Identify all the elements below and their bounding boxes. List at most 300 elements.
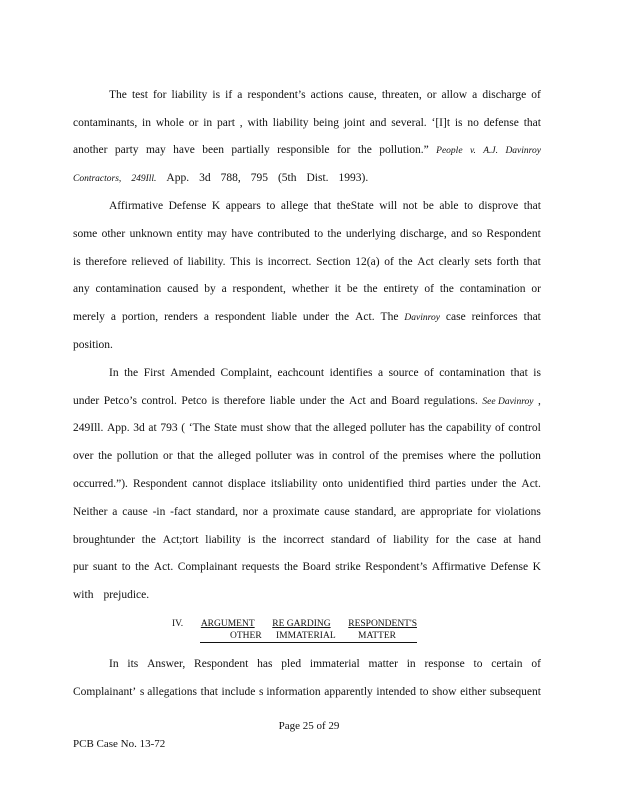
text-word: are bbox=[401, 506, 416, 518]
text-word: Section bbox=[316, 256, 351, 268]
text-word: 249Ill. bbox=[73, 422, 104, 434]
text-word: identifies bbox=[329, 367, 373, 379]
text-word: being bbox=[313, 117, 339, 129]
heading-word: RE GARDING bbox=[272, 619, 331, 629]
text-word: to bbox=[419, 686, 429, 698]
text-word: be bbox=[346, 283, 358, 295]
text-word: where bbox=[447, 450, 476, 462]
text-word: of bbox=[424, 283, 435, 295]
text-word: capability bbox=[446, 422, 492, 434]
text-word: liable bbox=[269, 395, 296, 407]
text-word: joint bbox=[343, 117, 365, 129]
text-word: with bbox=[73, 589, 94, 601]
text-word: the bbox=[330, 395, 345, 407]
text-word: is bbox=[454, 117, 463, 129]
text-word: discharge, bbox=[399, 228, 447, 240]
text-line bbox=[109, 88, 541, 102]
text-word: in bbox=[142, 117, 151, 129]
text-word: polluter bbox=[369, 422, 406, 434]
text-word: if bbox=[225, 89, 233, 101]
text-word: therefore bbox=[223, 395, 266, 407]
section-number: IV. bbox=[172, 619, 184, 629]
heading-word: ARGUMENT bbox=[200, 619, 255, 629]
text-word: and bbox=[451, 228, 468, 240]
text-word: liability bbox=[171, 89, 208, 101]
text-word: -in bbox=[152, 506, 166, 518]
text-word: In bbox=[109, 367, 119, 379]
text-word: several. bbox=[391, 117, 427, 129]
text-word: The bbox=[109, 89, 127, 101]
text-line bbox=[73, 477, 541, 491]
text-word: in bbox=[203, 117, 213, 129]
text-word: ‘The bbox=[188, 422, 211, 434]
text-word: relieved bbox=[131, 256, 169, 268]
text-word: of bbox=[173, 256, 183, 268]
text-word: been bbox=[202, 144, 224, 156]
text-word: the bbox=[502, 478, 517, 490]
text-word: the bbox=[480, 450, 495, 462]
text-word: is bbox=[73, 256, 81, 268]
text-word: disprove bbox=[478, 200, 519, 212]
text-word: pled bbox=[281, 658, 302, 670]
text-word: has bbox=[257, 658, 273, 670]
text-word: Petco’s bbox=[103, 395, 137, 407]
text-word: or bbox=[188, 117, 199, 129]
text-word: that bbox=[523, 256, 541, 268]
text-word: 793 bbox=[160, 422, 178, 434]
text-word: the bbox=[141, 534, 156, 546]
text-word: Act bbox=[417, 256, 434, 268]
text-word: Respondent bbox=[486, 228, 541, 240]
text-word: responsible bbox=[277, 144, 330, 156]
text-line bbox=[73, 421, 541, 435]
text-word: subsequent bbox=[489, 686, 541, 698]
heading-underline bbox=[200, 642, 417, 643]
text-word: Answer, bbox=[147, 658, 186, 670]
text-word: premises bbox=[402, 450, 444, 462]
text-word: sets bbox=[474, 256, 492, 268]
text-word: for bbox=[336, 144, 351, 156]
text-word: the bbox=[439, 283, 454, 295]
text-word: be bbox=[422, 200, 434, 212]
text-word: under bbox=[73, 395, 100, 407]
text-word: matter bbox=[368, 658, 398, 670]
text-word: certain bbox=[491, 658, 523, 670]
text-word: nor bbox=[242, 506, 259, 518]
text-word: alleged bbox=[333, 422, 367, 434]
text-word: respondent’s bbox=[247, 89, 306, 101]
text-word: of bbox=[495, 422, 505, 434]
text-word: cause bbox=[122, 506, 148, 518]
text-word: respondent, bbox=[232, 283, 286, 295]
text-word: (5th bbox=[277, 172, 297, 184]
text-word: a bbox=[110, 311, 117, 323]
text-word: the bbox=[398, 256, 413, 268]
text-word: entirety bbox=[383, 283, 419, 295]
text-word: reinforces bbox=[471, 311, 518, 323]
text-word: displace bbox=[228, 478, 266, 490]
text-line bbox=[73, 394, 541, 409]
text-word: test bbox=[131, 89, 148, 101]
text-word: , bbox=[538, 395, 541, 407]
text-word: incorrect bbox=[283, 534, 325, 546]
text-word: App. bbox=[166, 172, 190, 184]
text-word: the bbox=[98, 450, 113, 462]
text-word: a bbox=[237, 89, 243, 101]
text-word: response bbox=[424, 658, 465, 670]
text-word: Complainant’ bbox=[73, 686, 137, 698]
text-word: 788, bbox=[220, 172, 241, 184]
text-word: control bbox=[332, 450, 365, 462]
text-word: Act. bbox=[355, 311, 375, 323]
section-heading-line-1 bbox=[172, 618, 417, 630]
text-word: show bbox=[432, 686, 457, 698]
text-word: 3d bbox=[199, 172, 211, 184]
text-word: is bbox=[255, 256, 263, 268]
text-word: cannot bbox=[192, 478, 223, 490]
text-word: have bbox=[173, 144, 195, 156]
text-word: onto bbox=[322, 478, 343, 490]
text-word: either bbox=[460, 686, 487, 698]
text-word: a bbox=[203, 311, 209, 323]
text-word: immaterial bbox=[309, 658, 360, 670]
text-word: for bbox=[153, 89, 167, 101]
text-word: Petco bbox=[181, 395, 207, 407]
text-word: under bbox=[299, 395, 326, 407]
text-word: Complaint, bbox=[220, 367, 272, 379]
text-word: the bbox=[357, 144, 372, 156]
text-word: or bbox=[426, 89, 437, 101]
text-word: to bbox=[464, 200, 474, 212]
text-word: ( bbox=[181, 422, 186, 434]
text-word: whole bbox=[155, 117, 184, 129]
text-word: K bbox=[532, 561, 541, 573]
text-word: strike bbox=[335, 561, 361, 573]
text-word: forth bbox=[496, 256, 519, 268]
text-word: incorrect. bbox=[267, 256, 312, 268]
text-word: a bbox=[262, 506, 268, 518]
text-word: 249Ill. bbox=[131, 174, 157, 184]
text-line bbox=[73, 533, 541, 547]
text-word: a bbox=[112, 506, 118, 518]
text-word: liability bbox=[393, 534, 429, 546]
text-word: broughtunder bbox=[73, 534, 135, 546]
text-word: under bbox=[471, 478, 498, 490]
text-word: the bbox=[335, 311, 350, 323]
text-word: of bbox=[384, 256, 394, 268]
text-line bbox=[73, 560, 541, 574]
text-word: polluter bbox=[255, 450, 292, 462]
text-word: Respondent bbox=[132, 478, 188, 490]
text-word: Davinroy bbox=[505, 146, 541, 156]
text-word: third bbox=[408, 478, 431, 490]
text-word: other bbox=[101, 228, 126, 240]
heading-word: MATTER bbox=[358, 631, 396, 641]
text-word: State bbox=[214, 422, 238, 434]
text-word: the bbox=[428, 422, 443, 434]
text-word: liability. bbox=[187, 256, 226, 268]
text-word: to bbox=[473, 658, 483, 670]
text-word: defense bbox=[483, 117, 519, 129]
text-word: that bbox=[200, 686, 218, 698]
text-word: 12(a) bbox=[355, 256, 380, 268]
text-word: in bbox=[318, 450, 328, 462]
text-word: Neither bbox=[73, 506, 108, 518]
text-line bbox=[73, 505, 541, 519]
text-word: that bbox=[294, 422, 312, 434]
text-word: allow bbox=[441, 89, 468, 101]
text-word: contributed bbox=[257, 228, 310, 240]
text-word: standard bbox=[330, 534, 370, 546]
text-word: Dist. bbox=[306, 172, 329, 184]
text-word: has bbox=[409, 422, 425, 434]
text-line bbox=[73, 685, 541, 699]
text-word: of bbox=[376, 534, 387, 546]
text-word: standard, bbox=[196, 506, 238, 518]
text-word: discharge bbox=[482, 89, 527, 101]
text-word: liability bbox=[272, 117, 309, 129]
text-word: pollution.” bbox=[379, 144, 429, 156]
text-word: at bbox=[148, 422, 157, 434]
text-word: portion, bbox=[121, 311, 159, 323]
text-word: control bbox=[508, 422, 541, 434]
text-word: contamination bbox=[95, 283, 162, 295]
text-line bbox=[109, 366, 541, 380]
text-word: the bbox=[455, 534, 470, 546]
text-word: is bbox=[247, 534, 256, 546]
text-word: no bbox=[467, 117, 479, 129]
heading-word: OTHER bbox=[230, 631, 262, 641]
text-word: proximate bbox=[272, 506, 320, 518]
text-word: and bbox=[369, 117, 387, 129]
text-word: liable bbox=[271, 311, 297, 323]
text-word: any bbox=[73, 283, 90, 295]
heading-word: RESPONDENT'S bbox=[348, 619, 417, 629]
text-word: that bbox=[523, 117, 541, 129]
text-word: is bbox=[211, 395, 220, 407]
text-word: Act bbox=[349, 395, 366, 407]
text-word: contamination bbox=[439, 367, 505, 379]
text-word: whether bbox=[291, 283, 329, 295]
text-word: it bbox=[334, 283, 341, 295]
text-word: Contractors, bbox=[73, 174, 122, 184]
text-word: The bbox=[380, 311, 399, 323]
text-word: intended bbox=[376, 686, 416, 698]
text-word: allege bbox=[280, 200, 309, 212]
text-word: standard, bbox=[354, 506, 397, 518]
text-word: at bbox=[503, 534, 512, 546]
text-word: alleged bbox=[217, 450, 251, 462]
text-word: the bbox=[262, 534, 277, 546]
text-word: must bbox=[240, 422, 264, 434]
text-word: case bbox=[445, 311, 466, 323]
text-word: In bbox=[109, 658, 119, 670]
text-word: A.J. bbox=[483, 146, 499, 156]
text-word: clearly bbox=[438, 256, 470, 268]
text-word: pollution bbox=[499, 450, 541, 462]
text-word: Act. bbox=[153, 561, 174, 573]
text-word: renders bbox=[164, 311, 198, 323]
text-word: theState bbox=[336, 200, 374, 212]
text-word: respondent bbox=[214, 311, 266, 323]
text-word: -fact bbox=[170, 506, 192, 518]
text-word: ‘[I]t bbox=[431, 117, 451, 129]
text-word: not bbox=[402, 200, 418, 212]
text-word: of bbox=[369, 450, 379, 462]
text-word: control. bbox=[141, 395, 177, 407]
text-line bbox=[73, 449, 541, 463]
text-word: so bbox=[471, 228, 483, 240]
text-word: pur bbox=[73, 561, 89, 573]
text-word: v. bbox=[469, 146, 476, 156]
text-word: the bbox=[383, 450, 398, 462]
text-word: therefore bbox=[85, 256, 127, 268]
text-word: hand bbox=[518, 534, 541, 546]
text-word: in bbox=[406, 658, 416, 670]
text-word: of bbox=[531, 89, 541, 101]
text-word: entity bbox=[176, 228, 203, 240]
text-word: the bbox=[135, 561, 150, 573]
text-word: the bbox=[124, 367, 139, 379]
page-number: Page 25 of 29 bbox=[278, 720, 340, 732]
text-word: Defense bbox=[168, 200, 207, 212]
text-word: its bbox=[127, 658, 139, 670]
text-word: appears bbox=[225, 200, 261, 212]
text-word: parties bbox=[435, 478, 466, 490]
text-word: occurred.”). bbox=[73, 478, 128, 490]
text-line bbox=[73, 116, 541, 130]
text-word: regulations. bbox=[423, 395, 478, 407]
text-word: unknown bbox=[129, 228, 173, 240]
text-word: and bbox=[370, 395, 387, 407]
text-word: show bbox=[266, 422, 291, 434]
text-word: Affirmative bbox=[109, 200, 164, 212]
text-word: Act;tort bbox=[162, 534, 199, 546]
text-word: unidentified bbox=[347, 478, 404, 490]
text-word: that bbox=[523, 311, 541, 323]
text-word: Amended bbox=[170, 367, 216, 379]
text-word: party bbox=[114, 144, 139, 156]
text-line bbox=[73, 282, 541, 296]
text-word: Respondent bbox=[194, 658, 249, 670]
text-line bbox=[73, 310, 541, 325]
text-word: 3d bbox=[133, 422, 145, 434]
text-word: may bbox=[145, 144, 166, 156]
heading-word: IMMATERIAL bbox=[276, 631, 336, 641]
text-word: partially bbox=[231, 144, 270, 156]
text-word: the bbox=[315, 422, 330, 434]
text-word: have bbox=[231, 228, 254, 240]
text-word: will bbox=[379, 200, 398, 212]
text-line bbox=[73, 588, 541, 602]
text-line bbox=[73, 171, 541, 186]
text-word: that bbox=[313, 200, 332, 212]
text-word: cause, bbox=[348, 89, 377, 101]
text-word: itsliability bbox=[270, 478, 318, 490]
text-word: actions bbox=[310, 89, 344, 101]
text-word: 795 bbox=[250, 172, 268, 184]
case-number: PCB Case No. 13-72 bbox=[73, 738, 166, 750]
text-word: , bbox=[239, 117, 243, 129]
text-word: Complainant bbox=[177, 561, 238, 573]
text-word: able bbox=[439, 200, 459, 212]
text-word: a bbox=[221, 283, 227, 295]
text-word: is bbox=[212, 89, 221, 101]
text-word: appropriate bbox=[420, 506, 473, 518]
text-word: prejudice. bbox=[103, 589, 150, 601]
text-word: was bbox=[296, 450, 314, 462]
text-word: apparently bbox=[324, 686, 373, 698]
text-word: the bbox=[283, 561, 299, 573]
text-word: case bbox=[476, 534, 497, 546]
text-line bbox=[73, 338, 541, 352]
text-word: merely bbox=[73, 311, 105, 323]
text-word: caused bbox=[167, 283, 199, 295]
text-word: contaminants, bbox=[73, 117, 138, 129]
text-word: contamination bbox=[459, 283, 526, 295]
text-word: threaten, bbox=[381, 89, 422, 101]
text-word: that bbox=[177, 450, 195, 462]
text-word: for bbox=[435, 534, 450, 546]
text-word: by bbox=[204, 283, 216, 295]
text-word: or bbox=[162, 450, 173, 462]
text-word: Defense bbox=[490, 561, 529, 573]
text-word: s information bbox=[258, 686, 321, 698]
text-word: First bbox=[143, 367, 165, 379]
text-word: under bbox=[302, 311, 330, 323]
text-word: People bbox=[436, 146, 463, 156]
text-word: may bbox=[207, 228, 228, 240]
text-word: over bbox=[73, 450, 94, 462]
text-word: suant bbox=[92, 561, 118, 573]
text-word: pollution bbox=[116, 450, 159, 462]
text-word: Board bbox=[391, 395, 420, 407]
text-word: requests bbox=[241, 561, 280, 573]
text-word: Board bbox=[302, 561, 331, 573]
text-word: to bbox=[314, 228, 324, 240]
text-word: to bbox=[121, 561, 131, 573]
text-word: or bbox=[531, 283, 541, 295]
text-word: the bbox=[199, 450, 214, 462]
text-word: the bbox=[363, 283, 378, 295]
text-word: of bbox=[424, 367, 434, 379]
text-word: cause bbox=[324, 506, 350, 518]
text-line bbox=[109, 199, 541, 213]
text-word: eachcount bbox=[277, 367, 325, 379]
text-word: to bbox=[266, 200, 276, 212]
text-word: for bbox=[477, 506, 491, 518]
text-word: See Davinroy bbox=[482, 397, 534, 407]
text-word: the bbox=[327, 228, 342, 240]
text-word: a bbox=[377, 367, 384, 379]
text-word: that bbox=[523, 200, 541, 212]
text-word: 1993). bbox=[338, 172, 369, 184]
text-line bbox=[73, 255, 541, 269]
text-word: that bbox=[510, 367, 528, 379]
text-word: This bbox=[230, 256, 251, 268]
text-word: with bbox=[247, 117, 268, 129]
text-word: Davinroy bbox=[404, 313, 440, 323]
text-word: underlying bbox=[345, 228, 396, 240]
text-word: another bbox=[73, 144, 108, 156]
text-word: Respondent’s bbox=[365, 561, 428, 573]
text-word: Act. bbox=[521, 478, 541, 490]
text-line bbox=[109, 657, 541, 671]
text-word: position. bbox=[73, 339, 113, 351]
text-word: source bbox=[388, 367, 419, 379]
text-word: of bbox=[531, 658, 541, 670]
text-word: violations bbox=[495, 506, 541, 518]
